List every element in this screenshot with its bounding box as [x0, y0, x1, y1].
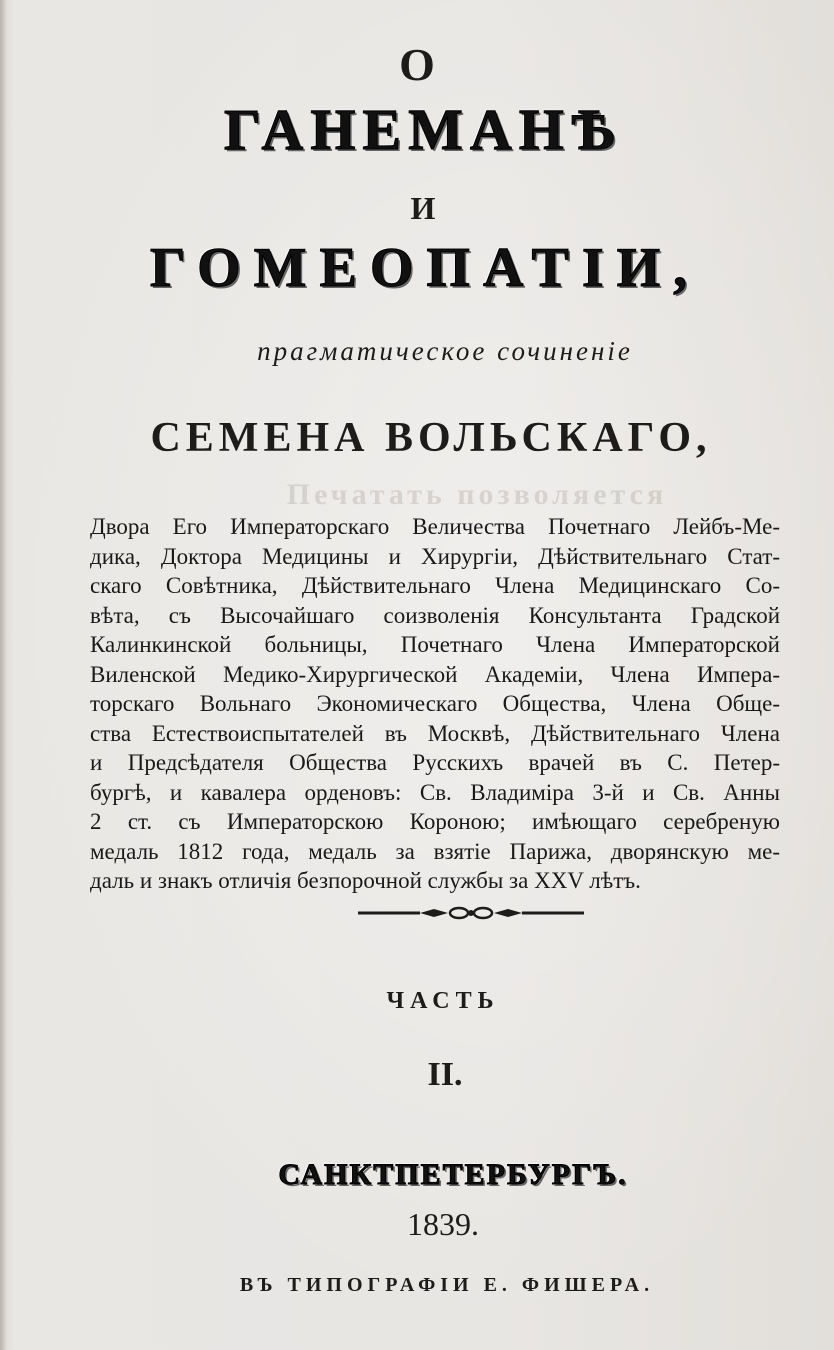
title-hahnemann: ГАНЕМАНѢ	[223, 97, 623, 162]
author-credentials	[90, 512, 780, 896]
title-homeopathy: ГОМЕОПАТIИ,	[149, 237, 701, 299]
subtitle: прагматическое сочиненiе	[257, 336, 633, 366]
imprint-city: САНКТПЕТЕРБУРГЪ.	[278, 1158, 628, 1191]
part-label: ЧАСТЬ	[386, 988, 500, 1014]
credentials-line: торскаго Вольнаго Экономическаго Общества, Члена Обще-	[90, 691, 780, 716]
part-number: II.	[427, 1056, 463, 1093]
imprint-printer: ВЪ ТИПОГРАФIИ Е. ФИШЕРА.	[239, 1274, 655, 1296]
credentials-line: ства Естествоиспытателей въ Москвѣ, Дѣйствительнаго Члена	[90, 720, 780, 746]
credentials-line: медаль 1812 года, медаль за взятiе Парижа, дворянскую ме-	[90, 838, 780, 864]
credentials-line: 2 ст. съ Императорскою Короною; имѣющаго серебреную	[90, 809, 780, 834]
credentials-line: Калинкинской больницы, Почетнаго Члена Императорской	[90, 632, 780, 657]
credentials-line: и Предсѣдателя Общества Русскихъ врачей въ С. Петер-	[90, 750, 780, 775]
credentials-line: даль и знакъ отличiя безпорочной службы за XXV лѣтъ.	[90, 868, 641, 893]
credentials-line: скаго Совѣтника, Дѣйствительнаго Члена Медицинскаго Со-	[90, 573, 780, 598]
title-conjunction: И	[410, 190, 436, 226]
credentials-line: вѣта, съ Высочайшаго соизволенiя Консультанта Градской	[90, 602, 780, 628]
imprint-year: 1839.	[407, 1206, 479, 1242]
credentials-line: бургѣ, и кавалера орденовъ: Св. Владимiра 3-й и Св. Анны	[90, 779, 780, 805]
author-name: СЕМЕНА ВОЛЬСКАГО,	[150, 415, 712, 461]
title-preposition: О	[399, 39, 435, 90]
credentials-line: дика, Доктора Медицины и Хирургiи, Дѣйствительнаго Стат-	[90, 543, 780, 569]
ornament-divider-icon	[358, 904, 584, 922]
bleed-through-text: Печатать позволяется	[286, 478, 668, 511]
credentials-line: Виленской Медико-Хирургической Академiи, Члена Импера-	[90, 661, 780, 687]
credentials-line: Двора Его Императорскаго Величества Почетнаго Лейбъ-Ме-	[90, 514, 780, 539]
